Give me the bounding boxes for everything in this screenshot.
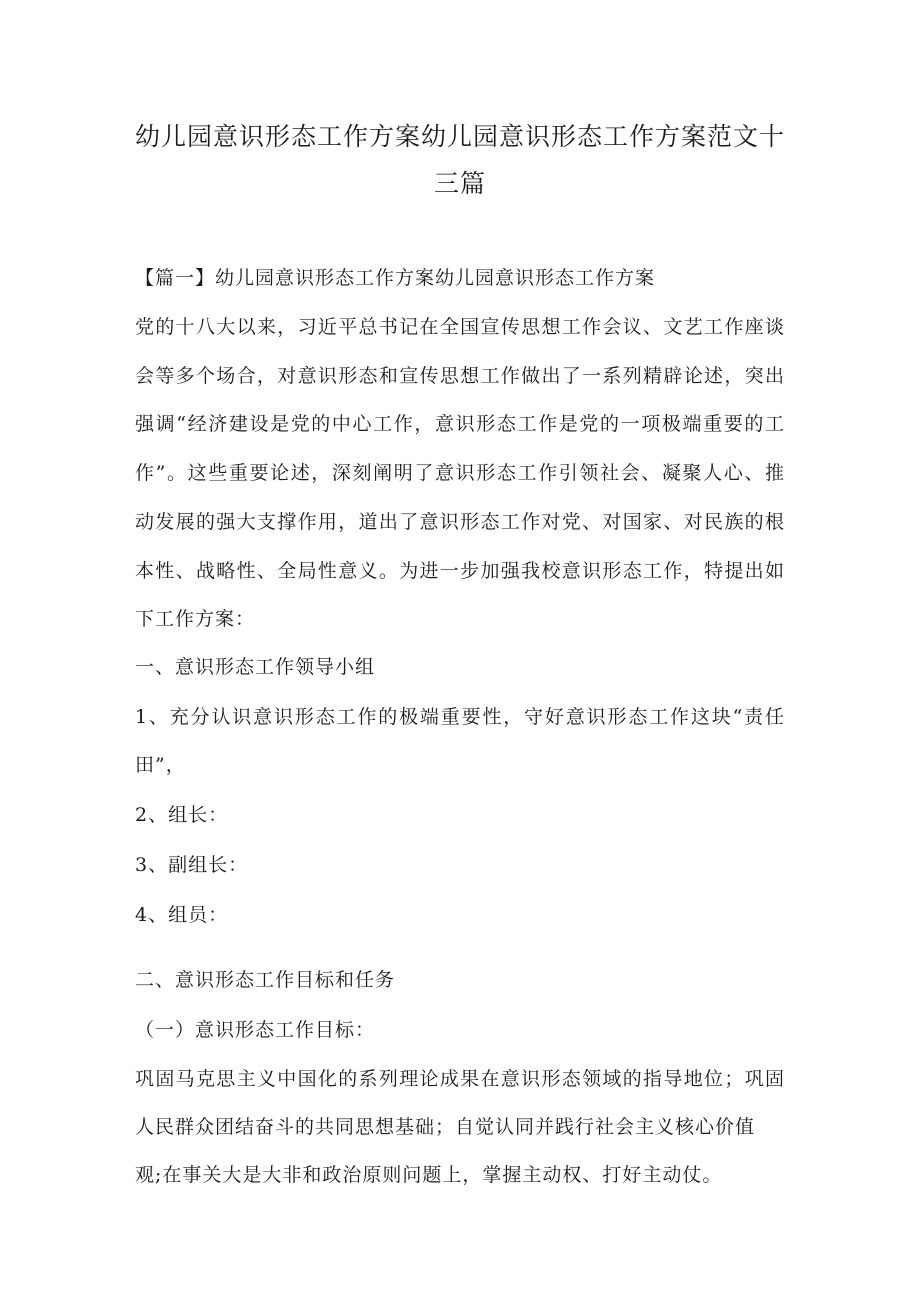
document-title-line2: 三篇 — [433, 169, 486, 198]
list-item-1: 1、充分认识意识形态工作的极端重要性，守好意识形态工作这块“责任 — [135, 706, 785, 728]
goal-line: 巩固马克思主义中国化的系列理论成果在意识形态领域的指导地位；巩固 — [135, 1068, 785, 1090]
part1-heading: 一、意识形态工作领导小组 — [135, 656, 376, 678]
intro-line: 作”。这些重要论述，深刻阐明了意识形态工作引领社会、凝聚人心、推 — [135, 462, 785, 484]
part2-heading: 二、意识形态工作目标和任务 — [135, 969, 396, 991]
list-item-3: 3、副组长： — [135, 854, 249, 876]
section-heading: 【篇一】幼儿园意识形态工作方案幼儿园意识形态工作方案 — [135, 267, 656, 289]
sub1-heading: （一）意识形态工作目标： — [135, 1019, 376, 1041]
list-item-2: 2、组长： — [135, 804, 229, 826]
intro-line: 动发展的强大支撑作用，道出了意识形态工作对党、对国家、对民族的根 — [135, 511, 785, 533]
intro-line: 强调“经济建设是党的中心工作，意识形态工作是党的一项极端重要的工 — [135, 413, 785, 435]
intro-line: 党的十八大以来，习近平总书记在全国宣传思想工作会议、文艺工作座谈 — [135, 316, 785, 338]
goal-line: 观;在事关大是大非和政治原则问题上，掌握主动权、打好主动仗。 — [135, 1164, 723, 1186]
intro-line: 本性、战略性、全局性意义。为进一步加强我校意识形态工作，特提出如 — [135, 560, 785, 582]
document-title-line1: 幼儿园意识形态工作方案幼儿园意识形态工作方案范文十 — [134, 122, 785, 151]
list-item-1-cont: 田”， — [135, 754, 186, 776]
intro-line: 会等多个场合，对意识形态和宣传思想工作做出了一系列精辟论述，突出 — [135, 365, 785, 387]
intro-line: 下工作方案： — [135, 608, 256, 630]
list-item-4: 4、组员： — [135, 904, 229, 926]
goal-line: 人民群众团结奋斗的共同思想基础；自觉认同并践行社会主义核心价值 — [135, 1116, 756, 1138]
